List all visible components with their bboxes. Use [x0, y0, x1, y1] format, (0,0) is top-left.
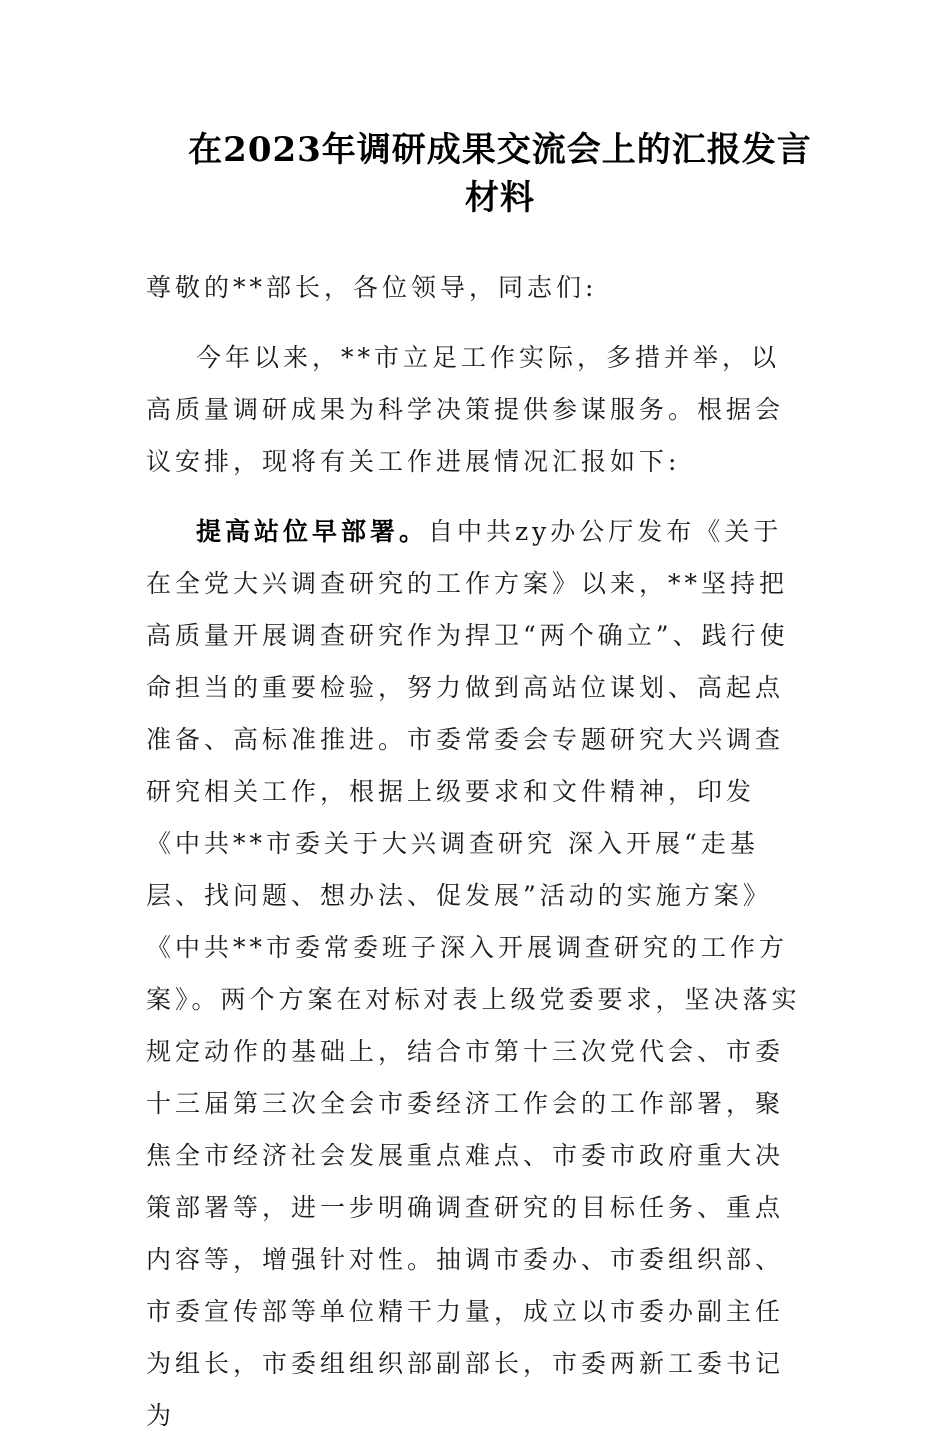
paragraph-lead-heading: 提高站位早部署。	[196, 517, 429, 546]
paragraph-deployment	[146, 506, 806, 1442]
document-body	[146, 262, 806, 1442]
paragraph-deployment-body: 自中共zy办公厅发布《关于在全党大兴调查研究的工作方案》以来，**坚持把高质量开展调查研究作为捍卫“两个确立”、践行使命担当的重要检验，努力做到高站位谋划、高起点准备、高标准推进。市委常委会专题研究大兴调查研究相关工作，根据上级要求和文件精神，印发《中共**市委关于大兴调查研究 深入开展“走基层、找问题、想办法、促发展”活动的实施方案》《中共**市委常委班子深入开展调查研究的工作方案》。两个方案在对标对表上级党委要求，坚决落实规定动作的基础上，结合市第十三次党代会、市委十三届第三次全会市委经济工作会的工作部署，聚焦全市经济社会发展重点难点、市委市政府重大决策部署等，进一步明确调查研究的目标任务、重点内容等，增强针对性。抽调市委办、市委组织部、市委宣传部等单位精干力量，成立以市委办副主任为组长，市委组组织部副部长，市委两新工委书记为	[146, 517, 801, 1430]
salutation: 尊敬的**部长，各位领导，同志们:	[146, 273, 598, 302]
paragraph-intro: 今年以来，**市立足工作实际，多措并举，以高质量调研成果为科学决策提供参谋服务。根据会议安排，现将有关工作进展情况汇报如下:	[146, 343, 785, 476]
document-title	[140, 126, 860, 222]
title-line-2: 材料	[465, 178, 535, 218]
title-line-1: 在2023年调研成果交流会上的汇报发言	[188, 130, 812, 170]
